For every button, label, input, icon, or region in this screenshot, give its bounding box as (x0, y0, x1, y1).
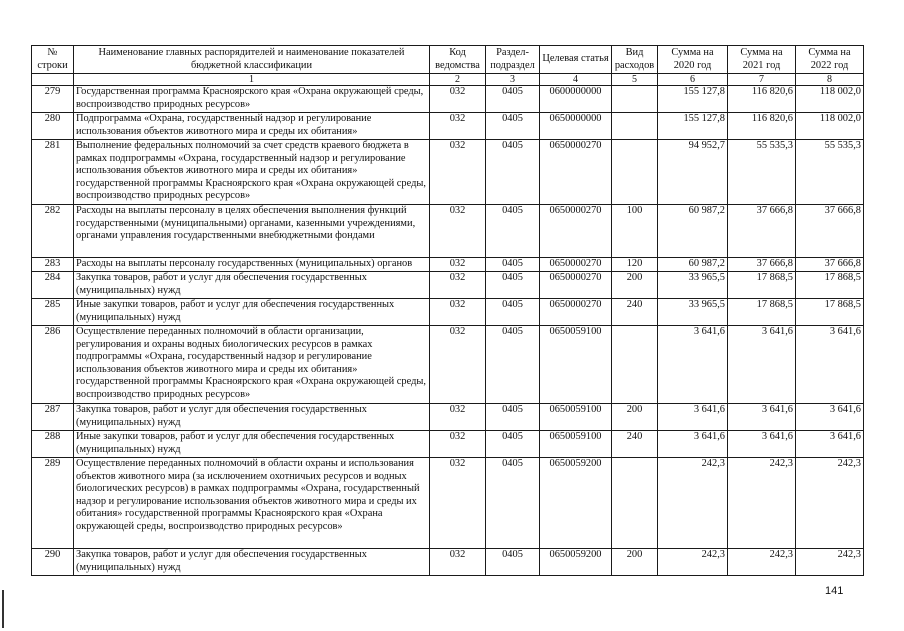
row-number: 286 (32, 326, 74, 404)
row-number: 282 (32, 205, 74, 258)
target-article: 0650000270 (540, 205, 612, 258)
section-code: 0405 (486, 299, 540, 326)
sum-2020: 33 965,5 (658, 299, 728, 326)
department-code: 032 (430, 431, 486, 458)
col-header-department-code: Код ведомства (430, 46, 486, 74)
sum-2021: 3 641,6 (728, 431, 796, 458)
table-row (32, 258, 864, 272)
row-number: 285 (32, 299, 74, 326)
col-number: 2 (430, 74, 486, 86)
scan-edge-mark (2, 590, 4, 628)
col-number: 8 (796, 74, 864, 86)
target-article: 0650059200 (540, 549, 612, 576)
target-article: 0650059100 (540, 326, 612, 404)
table-row (32, 272, 864, 299)
col-header-sum-2020: Сумма на 2020 год (658, 46, 728, 74)
col-header-sum-2021: Сумма на 2021 год (728, 46, 796, 74)
table-row (32, 299, 864, 326)
table-row (32, 86, 864, 113)
sum-2022: 55 535,3 (796, 140, 864, 205)
sum-2021: 3 641,6 (728, 404, 796, 431)
sum-2020: 155 127,8 (658, 86, 728, 113)
table-row (32, 404, 864, 431)
row-name: Закупка товаров, работ и услуг для обеспечения государственных (муниципальных) нужд (74, 272, 430, 299)
sum-2021: 242,3 (728, 549, 796, 576)
sum-2022: 118 002,0 (796, 86, 864, 113)
col-header-row-number: № строки (32, 46, 74, 74)
department-code: 032 (430, 458, 486, 549)
expense-type (612, 326, 658, 404)
sum-2022: 17 868,5 (796, 299, 864, 326)
sum-2021: 116 820,6 (728, 86, 796, 113)
col-number: 5 (612, 74, 658, 86)
section-code: 0405 (486, 113, 540, 140)
col-header-target-article: Целевая статья (540, 46, 612, 74)
table-row (32, 458, 864, 549)
department-code: 032 (430, 258, 486, 272)
sum-2021: 55 535,3 (728, 140, 796, 205)
section-code: 0405 (486, 272, 540, 299)
department-code: 032 (430, 549, 486, 576)
department-code: 032 (430, 299, 486, 326)
table-row (32, 326, 864, 404)
target-article: 0650059100 (540, 431, 612, 458)
sum-2020: 3 641,6 (658, 431, 728, 458)
row-number: 287 (32, 404, 74, 431)
department-code: 032 (430, 140, 486, 205)
section-code: 0405 (486, 431, 540, 458)
col-header-name: Наименование главных распорядителей и наименование показателей бюджетной классификации (74, 46, 430, 74)
target-article: 0650059200 (540, 458, 612, 549)
row-number: 290 (32, 549, 74, 576)
sum-2020: 242,3 (658, 549, 728, 576)
sum-2022: 3 641,6 (796, 431, 864, 458)
header-row (32, 46, 864, 74)
sum-2022: 118 002,0 (796, 113, 864, 140)
target-article: 0650000270 (540, 258, 612, 272)
section-code: 0405 (486, 458, 540, 549)
col-number: 6 (658, 74, 728, 86)
department-code: 032 (430, 86, 486, 113)
section-code: 0405 (486, 404, 540, 431)
sum-2020: 3 641,6 (658, 404, 728, 431)
sum-2021: 116 820,6 (728, 113, 796, 140)
sum-2022: 242,3 (796, 458, 864, 549)
row-number: 283 (32, 258, 74, 272)
sum-2020: 60 987,2 (658, 205, 728, 258)
sum-2021: 37 666,8 (728, 258, 796, 272)
row-name: Расходы на выплаты персоналу в целях обеспечения выполнения функций государственными (муниципальными) органами, казенными учреждениями, органами управления государственными внебюджетными фондами (74, 205, 430, 258)
row-number: 289 (32, 458, 74, 549)
col-header-sum-2022: Сумма на 2022 год (796, 46, 864, 74)
row-name: Иные закупки товаров, работ и услуг для обеспечения государственных (муниципальных) нужд (74, 299, 430, 326)
sum-2020: 94 952,7 (658, 140, 728, 205)
col-header-section: Раздел-подраздел (486, 46, 540, 74)
table-row (32, 113, 864, 140)
row-name: Государственная программа Красноярского края «Охрана окружающей среды, воспроизводство природных ресурсов» (74, 86, 430, 113)
expense-type: 240 (612, 431, 658, 458)
target-article: 0650059100 (540, 404, 612, 431)
target-article: 0650000000 (540, 113, 612, 140)
col-number: 4 (540, 74, 612, 86)
col-number: 3 (486, 74, 540, 86)
sum-2020: 33 965,5 (658, 272, 728, 299)
table-row (32, 140, 864, 205)
table-row (32, 431, 864, 458)
sum-2020: 155 127,8 (658, 113, 728, 140)
sum-2022: 242,3 (796, 549, 864, 576)
expense-type: 240 (612, 299, 658, 326)
row-number: 284 (32, 272, 74, 299)
section-code: 0405 (486, 549, 540, 576)
target-article: 0650000270 (540, 299, 612, 326)
row-number: 281 (32, 140, 74, 205)
column-number-row (32, 74, 864, 86)
row-name: Закупка товаров, работ и услуг для обеспечения государственных (муниципальных) нужд (74, 549, 430, 576)
sum-2022: 3 641,6 (796, 404, 864, 431)
row-number: 279 (32, 86, 74, 113)
sum-2021: 37 666,8 (728, 205, 796, 258)
department-code: 032 (430, 272, 486, 299)
section-code: 0405 (486, 326, 540, 404)
section-code: 0405 (486, 140, 540, 205)
sum-2022: 37 666,8 (796, 258, 864, 272)
expense-type (612, 140, 658, 205)
section-code: 0405 (486, 258, 540, 272)
row-number: 288 (32, 431, 74, 458)
row-name: Осуществление переданных полномочий в области организации, регулирования и охраны водных биологических ресурсов в рамках подпрограммы «Охрана, государственный надзор и регулирование использования объектов животного мира и среды их обитания» государственной программы Красноярского края «Охрана окружающей среды, воспроизводство природных ресурсов» (74, 326, 430, 404)
sum-2020: 242,3 (658, 458, 728, 549)
sum-2022: 3 641,6 (796, 326, 864, 404)
col-number: 7 (728, 74, 796, 86)
sum-2021: 3 641,6 (728, 326, 796, 404)
expense-type (612, 86, 658, 113)
expense-type (612, 113, 658, 140)
row-name: Иные закупки товаров, работ и услуг для обеспечения государственных (муниципальных) нужд (74, 431, 430, 458)
section-code: 0405 (486, 205, 540, 258)
row-number: 280 (32, 113, 74, 140)
department-code: 032 (430, 113, 486, 140)
expense-type (612, 458, 658, 549)
sum-2021: 17 868,5 (728, 272, 796, 299)
section-code: 0405 (486, 86, 540, 113)
col-number: 1 (74, 74, 430, 86)
sum-2020: 3 641,6 (658, 326, 728, 404)
expense-type: 200 (612, 549, 658, 576)
row-name: Выполнение федеральных полномочий за счет средств краевого бюджета в рамках подпрограммы «Охрана, государственный надзор и регулирование использования объектов животного мира и среды их обитания» государственной программы Красноярского края «Охрана окружающей среды, воспроизводство природных ресурсов» (74, 140, 430, 205)
row-name: Закупка товаров, работ и услуг для обеспечения государственных (муниципальных) нужд (74, 404, 430, 431)
department-code: 032 (430, 404, 486, 431)
sum-2020: 60 987,2 (658, 258, 728, 272)
sum-2021: 17 868,5 (728, 299, 796, 326)
target-article: 0650000270 (540, 140, 612, 205)
expense-type: 200 (612, 272, 658, 299)
sum-2022: 37 666,8 (796, 205, 864, 258)
table-row (32, 205, 864, 258)
target-article: 0650000270 (540, 272, 612, 299)
table-row (32, 549, 864, 576)
col-number (32, 74, 74, 86)
row-name: Расходы на выплаты персоналу государственных (муниципальных) органов (74, 258, 430, 272)
row-name: Подпрограмма «Охрана, государственный надзор и регулирование использования объектов животного мира и среды их обитания» (74, 113, 430, 140)
expense-type: 120 (612, 258, 658, 272)
expense-type: 100 (612, 205, 658, 258)
sum-2022: 17 868,5 (796, 272, 864, 299)
col-header-expense-type: Вид расходов (612, 46, 658, 74)
sum-2021: 242,3 (728, 458, 796, 549)
expense-type: 200 (612, 404, 658, 431)
budget-table (31, 45, 864, 576)
target-article: 0600000000 (540, 86, 612, 113)
page-number: 141 (825, 585, 844, 597)
row-name: Осуществление переданных полномочий в области охраны и использования объектов животного мира (за исключением охотничьих ресурсов и водных биологических ресурсов) в рамках подпрограммы «Охрана, государственный надзор и регулирование использования объектов животного мира и среды их обитания» государственной программы Красноярского края «Охрана окружающей среды, воспроизводство природных ресурсов» (74, 458, 430, 549)
department-code: 032 (430, 326, 486, 404)
department-code: 032 (430, 205, 486, 258)
